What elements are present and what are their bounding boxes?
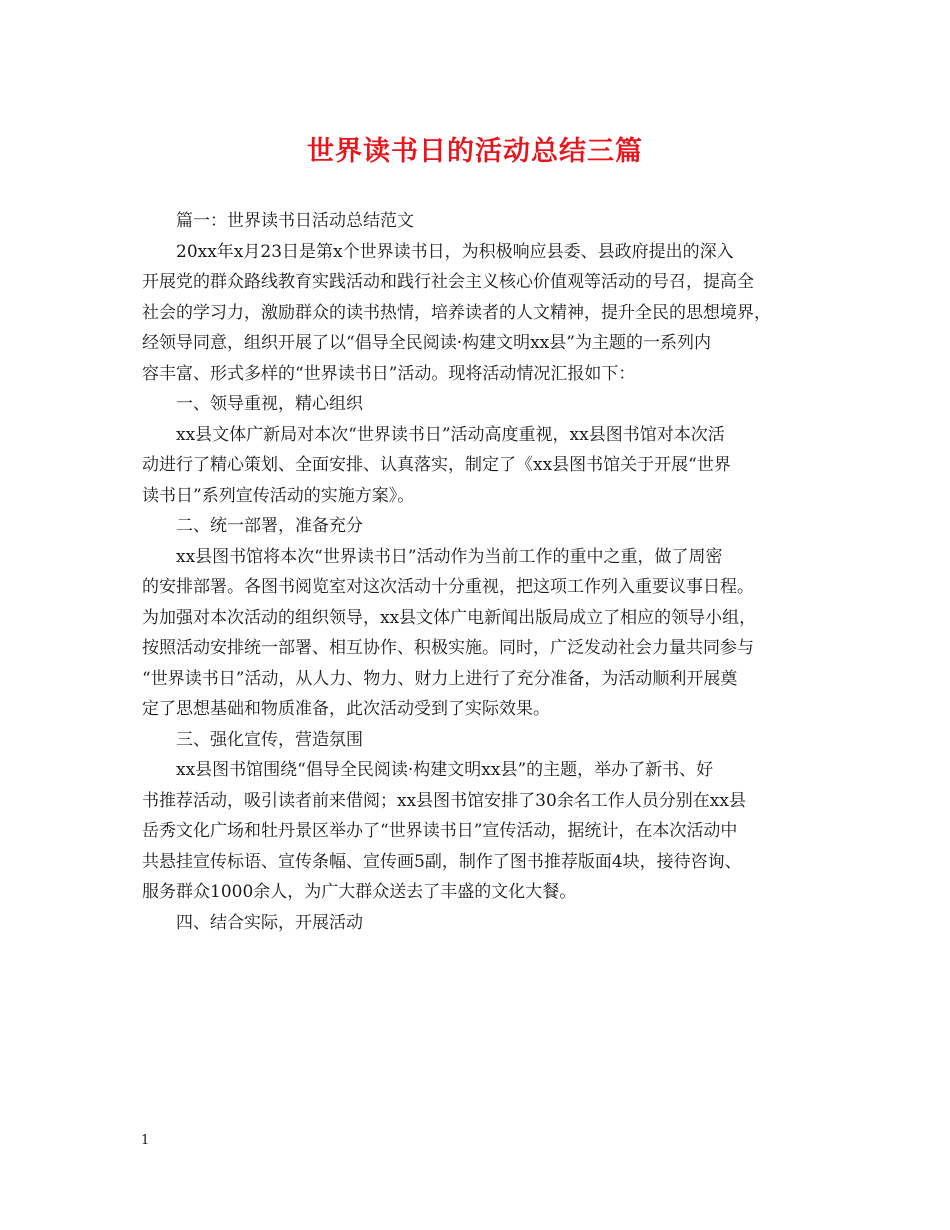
body-line: 服务群众1000余人，为广大群众送去了丰盛的文化大餐。 (142, 882, 577, 902)
document-title: 世界读书日的活动总结三篇 (307, 136, 643, 167)
page-number: 1 (141, 1133, 150, 1148)
body-line: xx县文体广新局对本次“世界读书日”活动高度重视，xx县图书馆对本次活 (176, 424, 725, 445)
body-line: 二、统一部署，准备充分 (176, 516, 363, 536)
body-line: 按照活动安排统一部署、相互协作、积极实施。同时，广泛发动社会力量共同参与 (142, 638, 754, 658)
body-line: “世界读书日”活动，从人力、物力、财力上进行了充分准备，为活动顺利开展奠 (142, 668, 738, 689)
body-line: 一、领导重视，精心组织 (176, 394, 363, 414)
body-line: 开展党的群众路线教育实践活动和践行社会主义核心价值观等活动的号召，提高全 (142, 272, 754, 292)
body-line: xx县图书馆围绕“倡导全民阅读·构建文明xx县”的主题，举办了新书、好 (176, 760, 714, 780)
body-line: 社会的学习力，激励群众的读书热情，培养读者的人文精神，提升全民的思想境界， (142, 302, 771, 323)
document-body (142, 206, 822, 938)
body-line: 20xx年x月23日是第x个世界读书日，为积极响应县委、县政府提出的深入 (176, 241, 734, 262)
body-line: 读书日”系列宣传活动的实施方案》。 (142, 485, 415, 506)
body-line: 动进行了精心策划、全面安排、认真落实，制定了《xx县图书馆关于开展“世界 (142, 455, 731, 475)
body-line: 四、结合实际，开展活动 (176, 912, 363, 933)
body-line: 共悬挂宣传标语、宣传条幅、宣传画5副，制作了图书推荐版面4块，接待咨询、 (142, 851, 742, 872)
body-line: 的安排部署。各图书阅览室对这次活动十分重视，把这项工作列入重要议事日程。 (142, 577, 754, 597)
body-line: 书推荐活动，吸引读者前来借阅；xx县图书馆安排了30余名工作人员分别在xx县 (142, 790, 746, 811)
body-line: 岳秀文化广场和牡丹景区举办了“世界读书日”宣传活动，据统计，在本次活动中 (142, 821, 738, 841)
body-line: 容丰富、形式多样的“世界读书日”活动。现将活动情况汇报如下： (142, 363, 636, 384)
body-line: 篇一：世界读书日活动总结范文 (176, 211, 414, 231)
body-line: 定了思想基础和物质准备，此次活动受到了实际效果。 (142, 699, 550, 719)
body-line: 为加强对本次活动的组织领导，xx县文体广电新闻出版局成立了相应的领导小组， (142, 607, 757, 628)
body-line: 经领导同意，组织开展了以“倡导全民阅读·构建文明xx县”为主题的一系列内 (142, 333, 711, 353)
body-line: xx县图书馆将本次“世界读书日”活动作为当前工作的重中之重，做了周密 (176, 546, 723, 567)
body-line: 三、强化宣传，营造氛围 (176, 729, 363, 750)
